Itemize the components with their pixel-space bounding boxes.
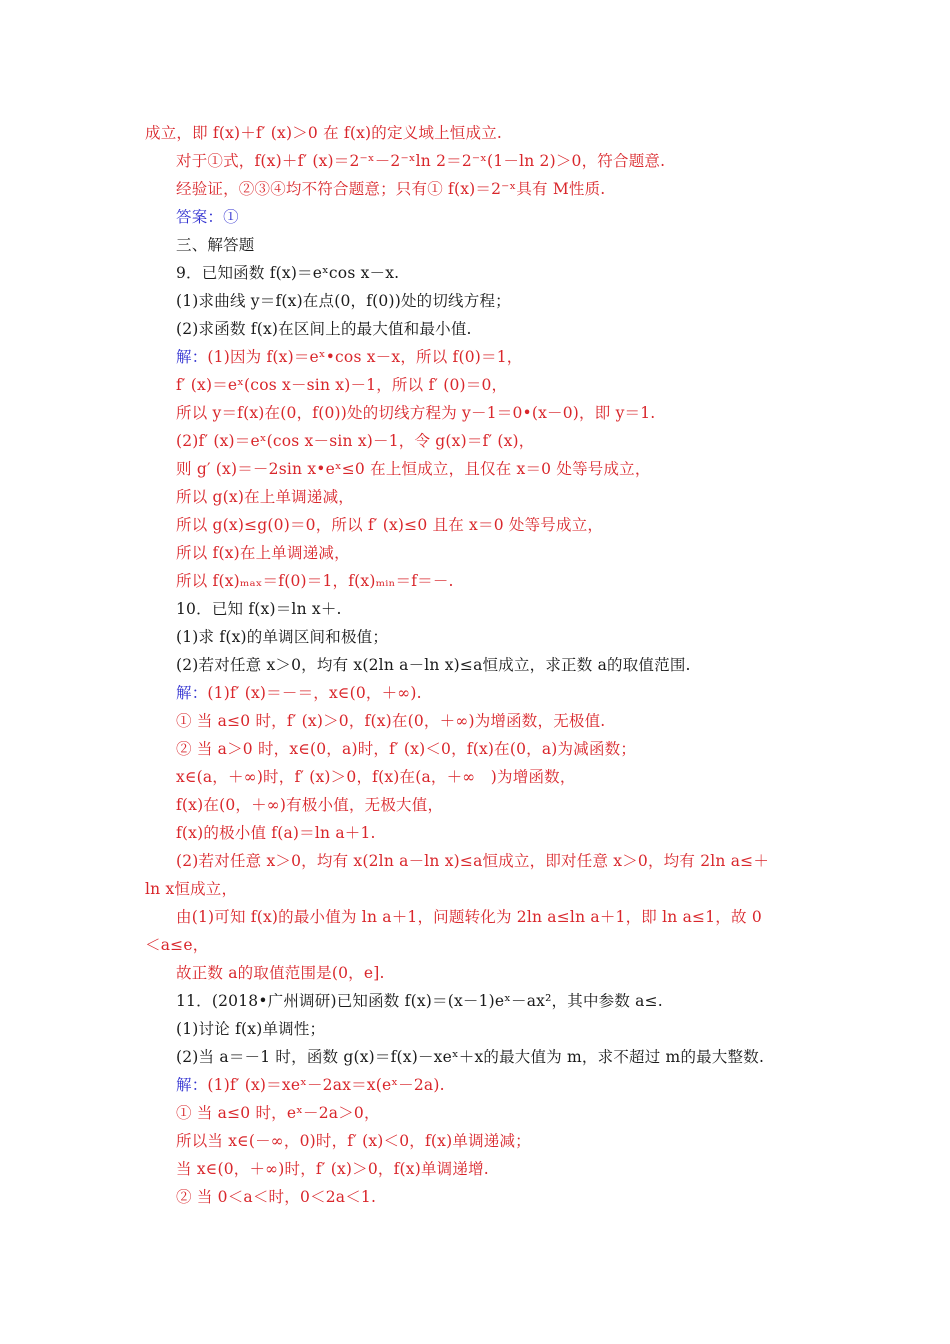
text-line: f(x)在(0，＋∞)有极小值，无极大值，: [176, 796, 444, 814]
solution-label: 解：: [176, 684, 208, 702]
text-line: ① 当 a≤0 时，f′ (x)＞0，f(x)在(0，＋∞)为增函数，无极值.: [176, 712, 606, 730]
text-line: 10．已知 f(x)＝ln x＋.: [176, 600, 342, 618]
text-line: x∈(a，＋∞)时，f′ (x)＞0，f(x)在(a，＋∞ )为增函数，: [176, 768, 576, 786]
solution-text: (1)f′ (x)＝－＝，x∈(0，＋∞).: [207, 684, 422, 702]
text-line: ② 当 0＜a＜时，0＜2a＜1.: [176, 1188, 377, 1206]
text-line: 所以 f(x)ₘₐₓ＝f(0)＝1，f(x)ₘᵢₙ＝f＝－.: [176, 572, 454, 590]
text-line: ＜a≤e，: [145, 936, 209, 954]
text-line: 对于①式，f(x)＋f′ (x)＝2⁻ˣ－2⁻ˣln 2＝2⁻ˣ(1－ln 2)＞0，符合题意.: [176, 152, 666, 170]
text-line: 故正数 a的取值范围是(0，e].: [176, 964, 385, 982]
text-line: [176, 1074, 445, 1096]
text-line: 当 x∈(0，＋∞)时，f′ (x)＞0，f(x)单调递增.: [176, 1160, 489, 1178]
text-line: 答案：①: [176, 208, 239, 226]
solution-text: (1)因为 f(x)＝eˣ•cos x－x，所以 f(0)＝1，: [207, 348, 523, 366]
text-line: (2)若对任意 x＞0，均有 x(2ln a－ln x)≤a恒成立，即对任意 x＞0，均有 2ln a≤＋: [176, 852, 770, 870]
text-line: [176, 346, 523, 368]
text-line: 所以 f(x)在上单调递减，: [176, 544, 350, 562]
solution-label: 解：: [176, 1076, 208, 1094]
text-line: (2)若对任意 x＞0，均有 x(2ln a－ln x)≤a恒成立，求正数 a的取值范围.: [176, 656, 691, 674]
text-line: ① 当 a≤0 时，eˣ－2a＞0，: [176, 1104, 380, 1122]
text-line: 11．(2018•广州调研)已知函数 f(x)＝(x－1)eˣ－ax²，其中参数 a≤.: [176, 992, 663, 1010]
text-line: ② 当 a＞0 时，x∈(0，a)时，f′ (x)＜0，f(x)在(0，a)为减函数；: [176, 740, 637, 758]
text-line: 9．已知函数 f(x)＝eˣcos x－x.: [176, 264, 400, 282]
text-line: [176, 682, 422, 704]
solution-text: (1)f′ (x)＝xeˣ－2ax＝x(eˣ－2a).: [207, 1076, 445, 1094]
text-line: f(x)的极小值 f(a)＝ln a＋1.: [176, 824, 376, 842]
text-line: ln x恒成立，: [145, 880, 238, 898]
text-line: 由(1)可知 f(x)的最小值为 ln a＋1，问题转化为 2ln a≤ln a＋1，即 ln a≤1，故 0: [176, 908, 762, 926]
text-line: 经验证，②③④均不符合题意；只有① f(x)＝2⁻ˣ具有 M性质.: [176, 180, 606, 198]
text-line: 则 g′ (x)＝－2sin x•eˣ≤0 在上恒成立，且仅在 x＝0 处等号成立，: [176, 460, 651, 478]
text-line: (2)求函数 f(x)在区间上的最大值和最小值.: [176, 320, 472, 338]
text-line: 所以 g(x)在上单调递减，: [176, 488, 354, 506]
text-line: (1)求曲线 y＝f(x)在点(0，f(0))处的切线方程；: [176, 292, 511, 310]
text-line: (1)讨论 f(x)单调性；: [176, 1020, 326, 1038]
text-line: 所以 g(x)≤g(0)＝0，所以 f′ (x)≤0 且在 x＝0 处等号成立，: [176, 516, 604, 534]
text-line: (2)当 a＝－1 时，函数 g(x)＝f(x)－xeˣ＋x的最大值为 m，求不超过 m的最大整数.: [176, 1048, 765, 1066]
solution-label: 解：: [176, 348, 208, 366]
text-line: 三、解答题: [176, 236, 255, 254]
text-line: (2)f′ (x)＝eˣ(cos x－sin x)－1，令 g(x)＝f′ (x)，: [176, 432, 535, 450]
text-line: f′ (x)＝eˣ(cos x－sin x)－1，所以 f′ (0)＝0，: [176, 376, 508, 394]
text-line: 所以当 x∈(－∞，0)时，f′ (x)＜0，f(x)单调递减；: [176, 1132, 531, 1150]
text-line: 所以 y＝f(x)在(0，f(0))处的切线方程为 y－1＝0•(x－0)，即 y＝1.: [176, 404, 656, 422]
text-line: 成立，即 f(x)＋f′ (x)＞0 在 f(x)的定义域上恒成立.: [145, 124, 503, 142]
text-line: (1)求 f(x)的单调区间和极值；: [176, 628, 389, 646]
